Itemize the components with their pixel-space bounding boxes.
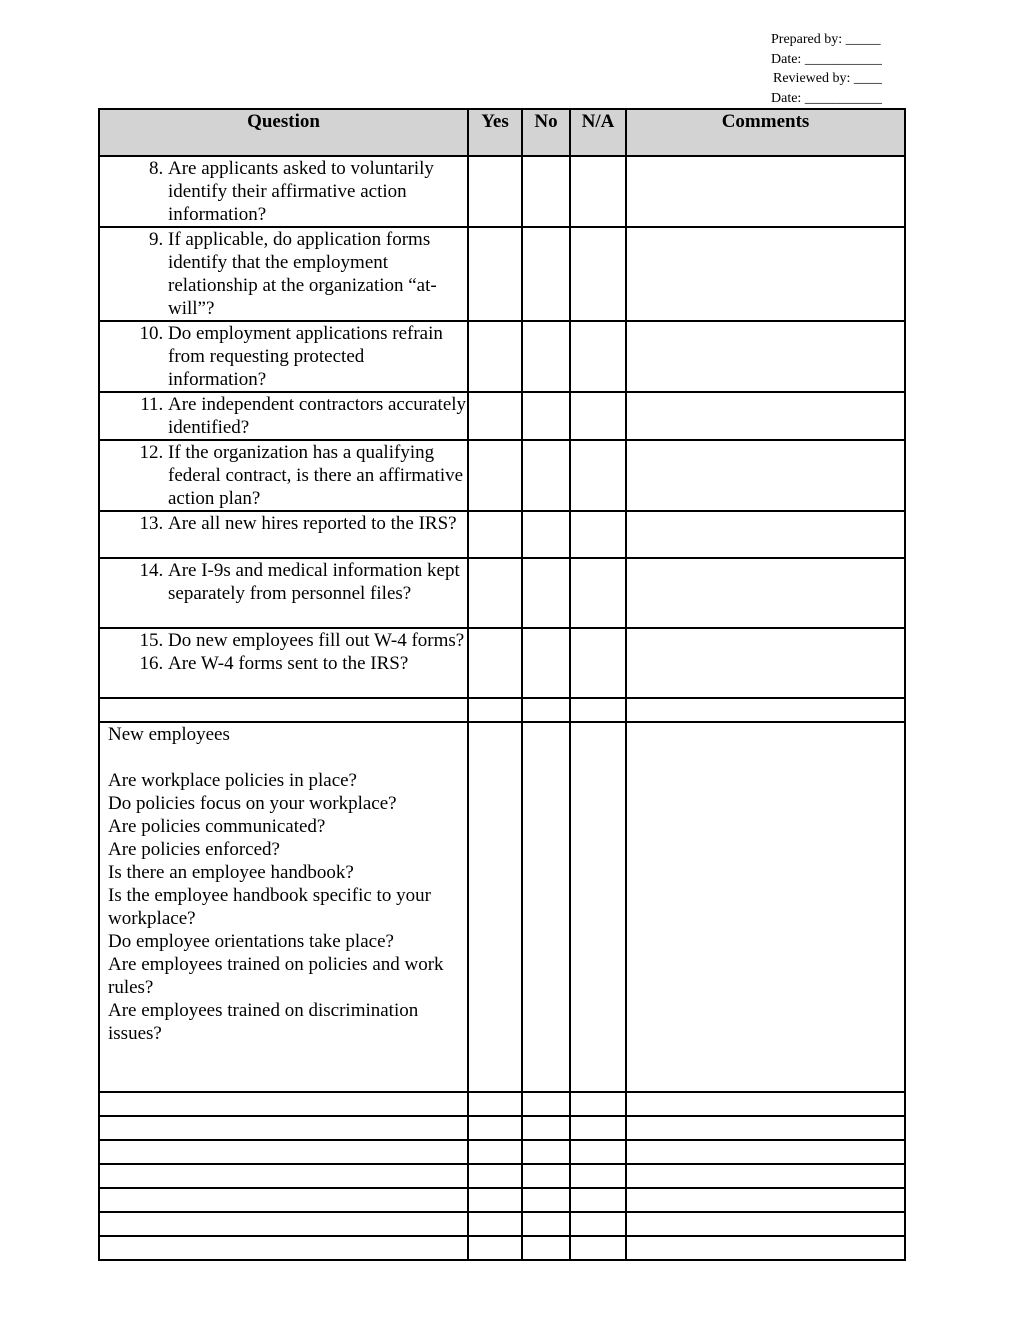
na-cell[interactable] <box>570 440 626 511</box>
yes-cell[interactable] <box>468 1212 522 1236</box>
question-cell <box>99 698 468 722</box>
table-row <box>99 392 905 440</box>
signoff-block <box>771 30 911 108</box>
no-cell[interactable] <box>522 156 570 227</box>
yes-cell[interactable] <box>468 511 522 558</box>
comments-cell[interactable] <box>626 1236 905 1260</box>
question-cell[interactable] <box>99 1092 468 1116</box>
no-cell[interactable] <box>522 1236 570 1260</box>
question-cell <box>99 440 468 511</box>
na-cell[interactable] <box>570 392 626 440</box>
question-text: 9. If applicable, do application forms identify that the employment relationship at the organization “at-will”? <box>168 228 467 320</box>
section-question: Are policies communicated? <box>108 816 326 837</box>
yes-cell[interactable] <box>468 392 522 440</box>
empty-row <box>99 1092 905 1116</box>
question-text: 14. Are I-9s and medical information kept separately from personnel files? <box>168 559 467 605</box>
prepared-by-line: Prepared by: _____ <box>771 32 881 47</box>
section-question: Are workplace policies in place? <box>108 770 357 791</box>
na-cell[interactable] <box>570 1212 626 1236</box>
no-cell[interactable] <box>522 227 570 321</box>
no-cell[interactable] <box>522 558 570 628</box>
comments-cell[interactable] <box>626 558 905 628</box>
section-cell <box>99 722 468 1092</box>
comments-cell[interactable] <box>626 1188 905 1212</box>
header-question: Question <box>99 109 468 156</box>
yes-cell[interactable] <box>468 156 522 227</box>
no-cell[interactable] <box>522 722 570 1092</box>
question-cell[interactable] <box>99 1164 468 1188</box>
section-question: Do policies focus on your workplace? <box>108 793 397 814</box>
question-text: 13. Are all new hires reported to the IRS? <box>168 512 467 535</box>
question-cell[interactable] <box>99 1236 468 1260</box>
yes-cell[interactable] <box>468 628 522 698</box>
header-no: No <box>522 109 570 156</box>
comments-cell[interactable] <box>626 227 905 321</box>
table-row <box>99 558 905 628</box>
question-cell <box>99 321 468 392</box>
empty-row <box>99 1188 905 1212</box>
no-cell[interactable] <box>522 698 570 722</box>
question-text: 12. If the organization has a qualifying federal contract, is there an affirmative action plan? <box>168 441 467 510</box>
no-cell[interactable] <box>522 628 570 698</box>
checklist-table <box>98 108 906 1261</box>
empty-row <box>99 1140 905 1164</box>
empty-row <box>99 1116 905 1140</box>
na-cell[interactable] <box>570 227 626 321</box>
comments-cell[interactable] <box>626 511 905 558</box>
table-row <box>99 511 905 558</box>
na-cell[interactable] <box>570 1116 626 1140</box>
table-row <box>99 628 905 698</box>
table-row <box>99 227 905 321</box>
no-cell[interactable] <box>522 1188 570 1212</box>
comments-cell[interactable] <box>626 1140 905 1164</box>
header-yes: Yes <box>468 109 522 156</box>
na-cell[interactable] <box>570 722 626 1092</box>
yes-cell[interactable] <box>468 1140 522 1164</box>
na-cell[interactable] <box>570 321 626 392</box>
na-cell[interactable] <box>570 1092 626 1116</box>
comments-cell[interactable] <box>626 156 905 227</box>
question-text: 16. Are W-4 forms sent to the IRS? <box>168 652 467 675</box>
table-row <box>99 440 905 511</box>
question-cell <box>99 628 468 698</box>
no-cell[interactable] <box>522 1164 570 1188</box>
question-cell <box>99 156 468 227</box>
table-row <box>99 698 905 722</box>
no-cell[interactable] <box>522 440 570 511</box>
na-cell[interactable] <box>570 628 626 698</box>
yes-cell[interactable] <box>468 321 522 392</box>
table-row <box>99 321 905 392</box>
question-cell[interactable] <box>99 1140 468 1164</box>
table-row <box>99 156 905 227</box>
question-cell[interactable] <box>99 1116 468 1140</box>
no-cell[interactable] <box>522 1212 570 1236</box>
question-text: 10. Do employment applications refrain from requesting protected information? <box>168 322 467 391</box>
na-cell[interactable] <box>570 698 626 722</box>
question-cell <box>99 558 468 628</box>
yes-cell[interactable] <box>468 558 522 628</box>
reviewed-by-line: Reviewed by: ____ <box>773 71 882 86</box>
question-cell <box>99 392 468 440</box>
empty-row <box>99 1212 905 1236</box>
yes-cell[interactable] <box>468 440 522 511</box>
na-cell[interactable] <box>570 558 626 628</box>
no-cell[interactable] <box>522 1092 570 1116</box>
comments-cell[interactable] <box>626 440 905 511</box>
question-text: 11. Are independent contractors accurately identified? <box>168 393 467 439</box>
na-cell[interactable] <box>570 1164 626 1188</box>
yes-cell[interactable] <box>468 1092 522 1116</box>
na-cell[interactable] <box>570 511 626 558</box>
comments-cell[interactable] <box>626 1092 905 1116</box>
question-text: 8. Are applicants asked to voluntarily identify their affirmative action information? <box>168 157 467 226</box>
header-na: N/A <box>570 109 626 156</box>
comments-cell[interactable] <box>626 628 905 698</box>
na-cell[interactable] <box>570 156 626 227</box>
yes-cell[interactable] <box>468 227 522 321</box>
date-line-2: Date: ___________ <box>771 90 882 106</box>
yes-cell[interactable] <box>468 1188 522 1212</box>
empty-row <box>99 1164 905 1188</box>
section-question: Are employees trained on discrimination issues? <box>108 1000 419 1044</box>
section-question: Are policies enforced? <box>108 839 280 860</box>
comments-cell[interactable] <box>626 1164 905 1188</box>
header-comments: Comments <box>626 109 905 156</box>
na-cell[interactable] <box>570 1188 626 1212</box>
yes-cell[interactable] <box>468 698 522 722</box>
section-question: Is there an employee handbook? <box>108 862 354 883</box>
no-cell[interactable] <box>522 321 570 392</box>
comments-cell[interactable] <box>626 722 905 1092</box>
section-title: New employees <box>108 724 230 745</box>
comments-cell[interactable] <box>626 698 905 722</box>
comments-cell[interactable] <box>626 1212 905 1236</box>
yes-cell[interactable] <box>468 1236 522 1260</box>
question-cell[interactable] <box>99 1212 468 1236</box>
no-cell[interactable] <box>522 1116 570 1140</box>
question-cell[interactable] <box>99 1188 468 1212</box>
section-row <box>99 722 905 1092</box>
comments-cell[interactable] <box>626 1116 905 1140</box>
question-cell <box>99 511 468 558</box>
question-text: 15. Do new employees fill out W-4 forms? <box>168 629 467 652</box>
question-cell <box>99 227 468 321</box>
no-cell[interactable] <box>522 1140 570 1164</box>
comments-cell[interactable] <box>626 321 905 392</box>
date-line-1: Date: ___________ <box>771 51 882 67</box>
no-cell[interactable] <box>522 511 570 558</box>
section-question: Is the employee handbook specific to your workplace? <box>108 885 431 929</box>
comments-cell[interactable] <box>626 392 905 440</box>
section-question: Are employees trained on policies and work rules? <box>108 954 444 998</box>
empty-row <box>99 1236 905 1260</box>
no-cell[interactable] <box>522 392 570 440</box>
yes-cell[interactable] <box>468 1116 522 1140</box>
na-cell[interactable] <box>570 1236 626 1260</box>
yes-cell[interactable] <box>468 722 522 1092</box>
header-row <box>99 109 905 156</box>
yes-cell[interactable] <box>468 1164 522 1188</box>
section-question: Do employee orientations take place? <box>108 931 394 952</box>
na-cell[interactable] <box>570 1140 626 1164</box>
